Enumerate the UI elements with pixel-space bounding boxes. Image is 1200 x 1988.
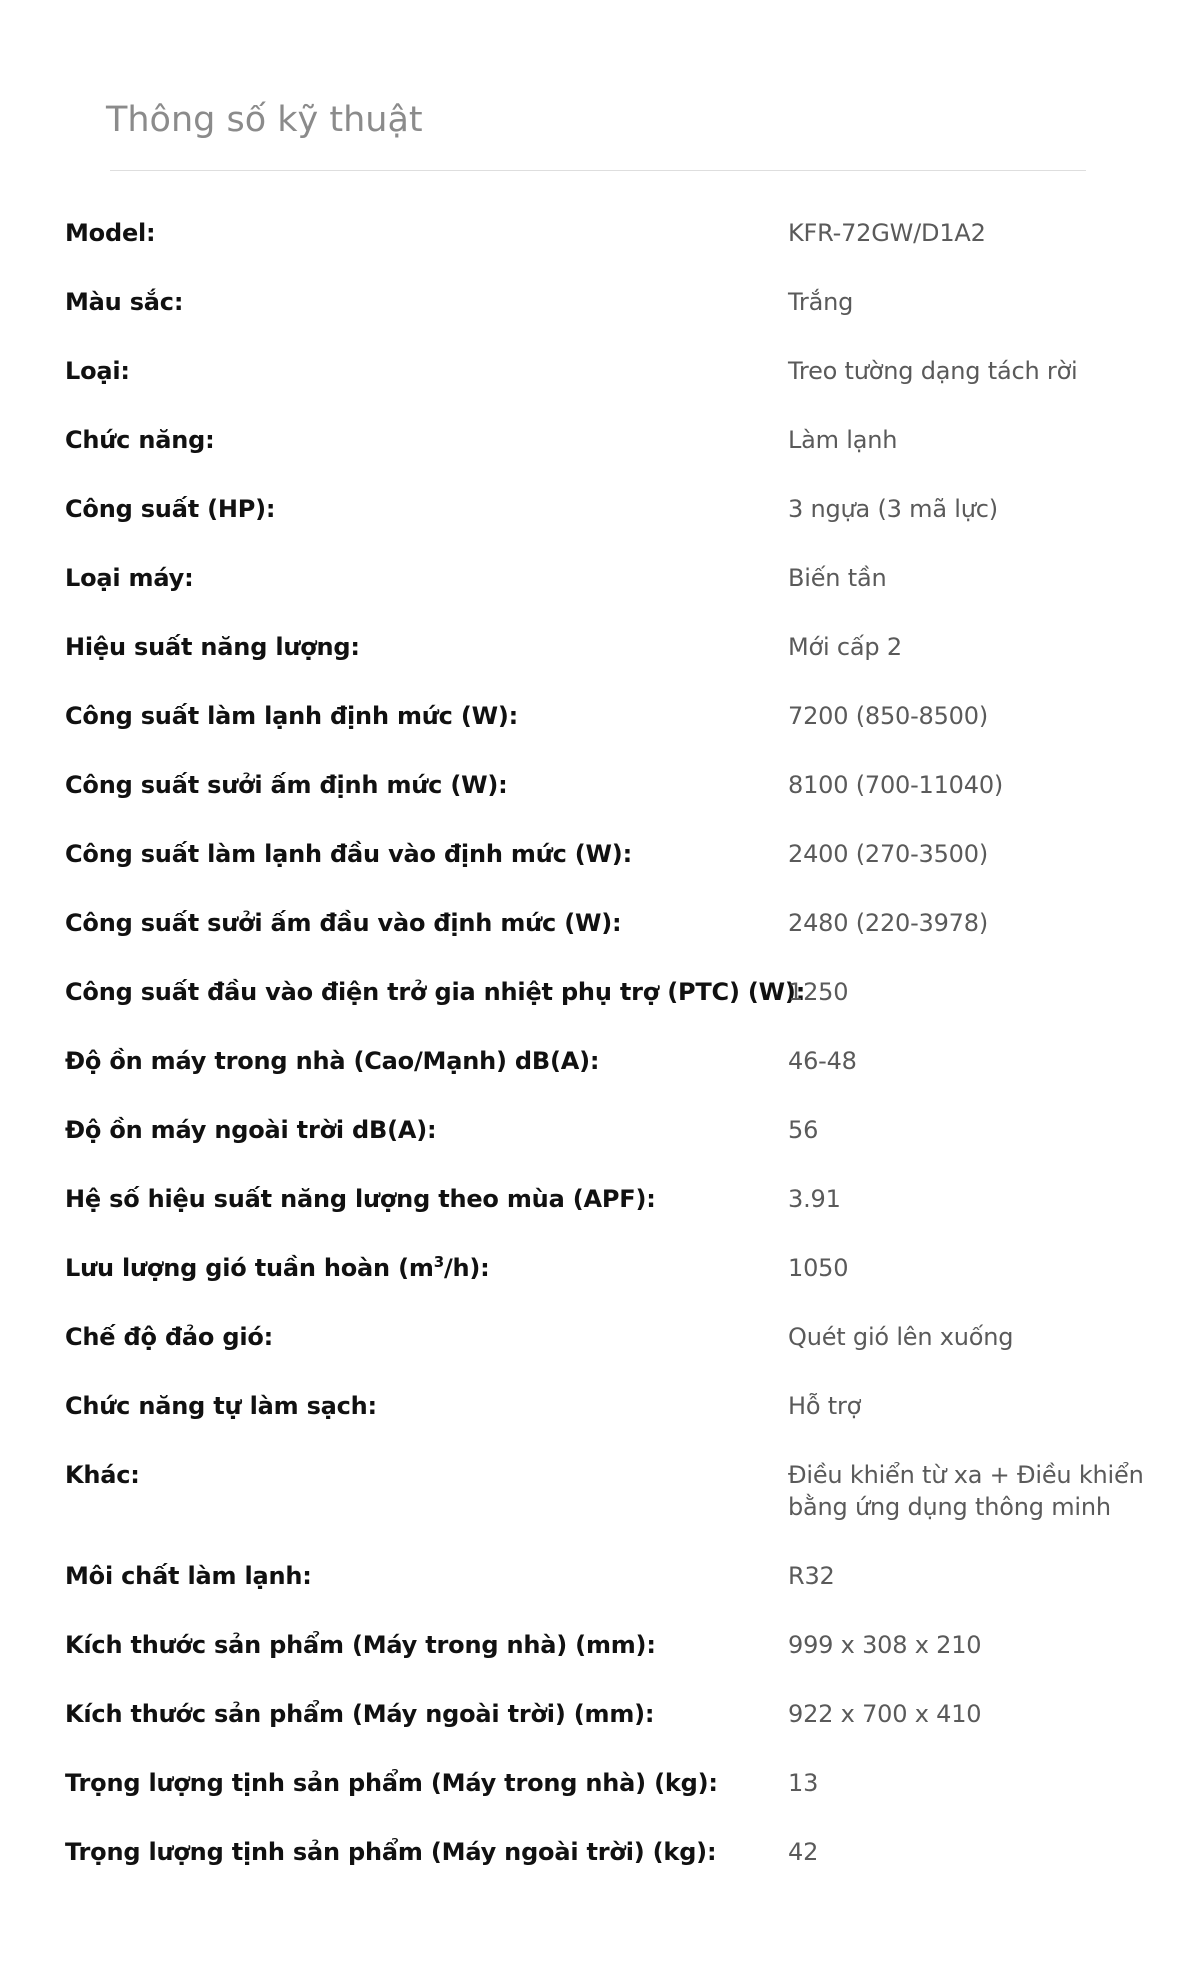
spec-row-rated-cooling <box>0 696 1200 736</box>
spec-value: 999 x 308 x 210 <box>788 1631 982 1659</box>
spec-row-type <box>0 351 1200 391</box>
spec-label: Khác: <box>65 1461 140 1489</box>
spec-label: Công suất sưởi ấm định mức (W): <box>65 771 508 799</box>
spec-row-indoor-weight <box>0 1763 1200 1803</box>
spec-label: Trọng lượng tịnh sản phẩm (Máy trong nhà) (kg): <box>65 1769 718 1797</box>
spec-value: KFR-72GW/D1A2 <box>788 219 986 247</box>
spec-label: Kích thước sản phẩm (Máy trong nhà) (mm): <box>65 1631 656 1659</box>
spec-row-energy-efficiency <box>0 627 1200 667</box>
spec-row-self-clean <box>0 1386 1200 1426</box>
spec-label: Độ ồn máy trong nhà (Cao/Mạnh) dB(A): <box>65 1047 600 1075</box>
spec-row-outdoor-noise <box>0 1110 1200 1150</box>
spec-label: Kích thước sản phẩm (Máy ngoài trời) (mm): <box>65 1700 655 1728</box>
spec-label: Công suất (HP): <box>65 495 276 523</box>
spec-value: 46-48 <box>788 1047 857 1075</box>
spec-value: 3 ngựa (3 mã lực) <box>788 495 998 523</box>
spec-label: Công suất làm lạnh định mức (W): <box>65 702 519 730</box>
spec-label-prefix: Lưu lượng gió tuần hoàn (m <box>65 1254 434 1282</box>
spec-label: Chức năng tự làm sạch: <box>65 1392 377 1420</box>
spec-label: Loại: <box>65 357 130 385</box>
spec-value: 1250 <box>788 978 849 1006</box>
spec-label: Hiệu suất năng lượng: <box>65 633 360 661</box>
spec-row-model <box>0 213 1200 253</box>
spec-value: 13 <box>788 1769 819 1797</box>
spec-value: Trắng <box>788 288 854 316</box>
spec-label: Trọng lượng tịnh sản phẩm (Máy ngoài trời) (kg): <box>65 1838 717 1866</box>
spec-value: 8100 (700-11040) <box>788 771 1004 799</box>
spec-row-other <box>0 1455 1200 1525</box>
spec-row-cooling-input <box>0 834 1200 874</box>
spec-row-machine-type <box>0 558 1200 598</box>
spec-value: 2400 (270-3500) <box>788 840 988 868</box>
spec-row-indoor-noise <box>0 1041 1200 1081</box>
spec-value: 2480 (220-3978) <box>788 909 988 937</box>
spec-value: Biến tần <box>788 564 887 592</box>
spec-value: Làm lạnh <box>788 426 898 454</box>
spec-value: 1050 <box>788 1254 849 1282</box>
spec-value: R32 <box>788 1562 835 1590</box>
spec-label: Loại máy: <box>65 564 194 592</box>
spec-label: Công suất làm lạnh đầu vào định mức (W): <box>65 840 632 868</box>
spec-row-ptc-input <box>0 972 1200 1012</box>
spec-label: Hệ số hiệu suất năng lượng theo mùa (APF): <box>65 1185 656 1213</box>
spec-value: 3.91 <box>788 1185 841 1213</box>
spec-label: Công suất đầu vào điện trở gia nhiệt phụ trợ (PTC) (W): <box>65 978 806 1006</box>
spec-row-outdoor-size <box>0 1694 1200 1734</box>
spec-row-outdoor-weight <box>0 1832 1200 1872</box>
page-title: Thông số kỹ thuật <box>106 100 423 140</box>
spec-value: Mới cấp 2 <box>788 633 902 661</box>
spec-value: 7200 (850-8500) <box>788 702 988 730</box>
spec-row-refrigerant <box>0 1556 1200 1596</box>
spec-label: Model: <box>65 219 156 247</box>
spec-value: 42 <box>788 1838 819 1866</box>
spec-row-heating-input <box>0 903 1200 943</box>
spec-label <box>65 1248 765 1288</box>
spec-row-horsepower <box>0 489 1200 529</box>
spec-label-suffix: /h): <box>443 1254 490 1282</box>
spec-value: Hỗ trợ <box>788 1392 862 1420</box>
spec-label: Môi chất làm lạnh: <box>65 1562 312 1590</box>
spec-row-color <box>0 282 1200 322</box>
spec-value: Quét gió lên xuống <box>788 1323 1014 1351</box>
spec-label: Chế độ đảo gió: <box>65 1323 274 1351</box>
spec-value: 922 x 700 x 410 <box>788 1700 982 1728</box>
spec-value: Điều khiển từ xa + Điều khiển bằng ứng dụng thông minh <box>788 1461 1144 1521</box>
spec-label: Công suất sưởi ấm đầu vào định mức (W): <box>65 909 622 937</box>
spec-value: Treo tường dạng tách rời <box>788 357 1078 385</box>
spec-row-swing-mode <box>0 1317 1200 1357</box>
spec-row-apf <box>0 1179 1200 1219</box>
spec-row-function <box>0 420 1200 460</box>
spec-label: Độ ồn máy ngoài trời dB(A): <box>65 1116 437 1144</box>
spec-label: Màu sắc: <box>65 288 184 316</box>
superscript-3: 3 <box>433 1253 444 1271</box>
spec-label: Chức năng: <box>65 426 215 454</box>
spec-row-airflow <box>0 1248 1200 1288</box>
spec-value: 56 <box>788 1116 819 1144</box>
spec-row-rated-heating <box>0 765 1200 805</box>
spec-row-indoor-size <box>0 1625 1200 1665</box>
